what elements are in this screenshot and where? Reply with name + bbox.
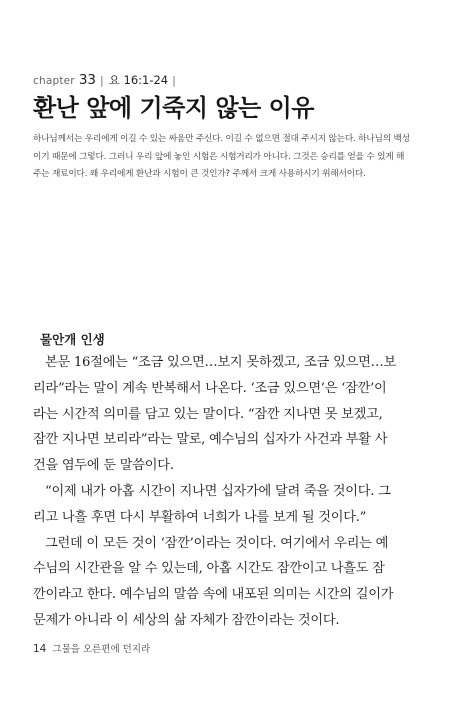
chapter-title: 환난 앞에 기죽지 않는 이유 xyxy=(33,94,314,122)
body-text xyxy=(33,350,443,634)
body-line: 깐이라고 한다. 예수님의 말씀 속에 내포된 의미는 시간의 길이가 xyxy=(33,587,394,603)
page-number: 14 xyxy=(33,643,47,655)
body-line: 건을 염두에 둔 말씀이다. xyxy=(33,458,174,474)
chapter-end-mark: | xyxy=(172,74,176,87)
body-line: 수님의 시간관을 알 수 있는데, 아홉 시간도 잠깐이고 나흘도 잠 xyxy=(33,561,385,577)
body-line: 라는 시간적 의미를 담고 있는 말이다. “잠깐 지나면 못 보겠고, xyxy=(33,406,383,422)
body-line: 문제가 아니라 이 세상의 삶 자체가 잠깐이라는 것이다. xyxy=(33,612,340,628)
body-line: 잠깐 지나면 보리라”라는 말로, 예수님의 십자가 사건과 부활 사 xyxy=(33,432,388,448)
chapter-label: chapter xyxy=(33,75,75,87)
page-footer xyxy=(33,641,150,655)
intro-line: 하나님께서는 우리에게 이길 수 있는 싸움만 주신다. 이길 수 없으면 절대 주시지 않는다. 하나님의 백성 xyxy=(33,134,410,144)
chapter-number: 33 xyxy=(78,72,97,88)
section-heading: 물안개 인생 xyxy=(40,332,105,347)
intro-line: 주는 재료이다. 왜 우리에게 환난과 시험이 큰 것인가? 주께서 크게 사용하시기 위해서이다. xyxy=(33,169,366,179)
chapter-intro xyxy=(33,131,441,184)
chapter-reference xyxy=(33,72,176,88)
intro-line: 이기 때문에 그렇다. 그러니 우리 앞에 놓인 시험은 시험거리가 아니다. 그것은 승리를 얻을 수 있게 해 xyxy=(33,151,405,162)
body-line: 리고 나흘 후면 다시 부활하여 너희가 나를 보게 될 것이다.” xyxy=(33,509,367,525)
book-title: 그물을 오른편에 던지라 xyxy=(52,644,151,655)
chapter-separator: | xyxy=(100,74,104,87)
body-line: 리라”라는 말이 계속 반복해서 나온다. ‘조금 있으면’은 ‘잠깐’이 xyxy=(33,380,387,396)
body-line: 그런데 이 모든 것이 ‘잠깐’이라는 것이다. 여기에서 우리는 예 xyxy=(45,535,389,551)
scripture-reference: 요 16:1-24 xyxy=(108,73,169,87)
body-line: “이제 내가 아홉 시간이 지나면 십자가에 달려 죽을 것이다. 그 xyxy=(45,483,391,499)
body-line: 본문 16절에는 “조금 있으면…보지 못하겠고, 조금 있으면…보 xyxy=(45,355,396,370)
